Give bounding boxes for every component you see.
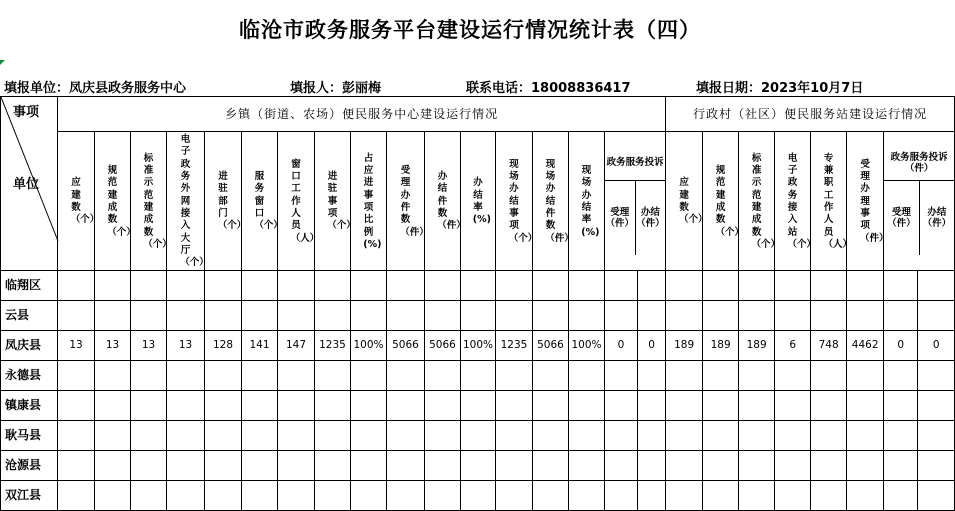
data-cell[interactable] bbox=[739, 270, 775, 300]
data-cell[interactable] bbox=[242, 390, 278, 420]
data-cell[interactable] bbox=[884, 270, 918, 300]
column-header-village: 标准示范建成数（个） bbox=[739, 132, 775, 271]
data-cell[interactable] bbox=[131, 270, 167, 300]
data-cell[interactable]: 13 bbox=[95, 330, 131, 360]
data-cell[interactable] bbox=[278, 300, 315, 330]
data-cell[interactable]: 189 bbox=[739, 330, 775, 360]
report-date: 填报日期：2023年10月7日 bbox=[696, 81, 864, 96]
data-cell[interactable] bbox=[569, 360, 605, 390]
data-cell[interactable] bbox=[131, 300, 167, 330]
data-cell[interactable] bbox=[315, 360, 351, 390]
data-cell[interactable]: 141 bbox=[242, 330, 278, 360]
data-cell[interactable] bbox=[387, 360, 425, 390]
unit-name: 凤庆县 bbox=[1, 330, 58, 360]
data-cell[interactable] bbox=[638, 300, 666, 330]
column-header-town: 现场办结事项（个） bbox=[496, 132, 533, 271]
data-cell[interactable]: 100% bbox=[351, 330, 387, 360]
data-cell[interactable] bbox=[569, 390, 605, 420]
data-cell[interactable]: 128 bbox=[205, 330, 242, 360]
unit-name: 永德县 bbox=[1, 360, 58, 390]
data-cell[interactable] bbox=[666, 360, 703, 390]
data-cell[interactable] bbox=[739, 450, 775, 480]
data-cell[interactable] bbox=[666, 420, 703, 450]
data-cell[interactable] bbox=[884, 450, 918, 480]
data-cell[interactable] bbox=[242, 480, 278, 510]
data-cell[interactable] bbox=[461, 270, 496, 300]
data-cell[interactable]: 1235 bbox=[315, 330, 351, 360]
corner-header-cell bbox=[1, 97, 58, 271]
data-cell[interactable] bbox=[775, 360, 811, 390]
data-cell[interactable] bbox=[315, 270, 351, 300]
data-cell[interactable] bbox=[918, 360, 955, 390]
data-cell[interactable] bbox=[605, 390, 638, 420]
data-cell[interactable] bbox=[278, 360, 315, 390]
unit-name: 云县 bbox=[1, 300, 58, 330]
data-cell[interactable] bbox=[918, 420, 955, 450]
data-cell[interactable] bbox=[131, 480, 167, 510]
data-cell[interactable] bbox=[351, 300, 387, 330]
data-cell[interactable] bbox=[811, 420, 847, 450]
corner-label-units: 单位 bbox=[13, 177, 40, 192]
data-cell[interactable] bbox=[496, 420, 533, 450]
data-cell[interactable] bbox=[461, 480, 496, 510]
data-cell[interactable] bbox=[387, 480, 425, 510]
data-cell[interactable] bbox=[167, 270, 205, 300]
table-row bbox=[1, 270, 955, 300]
data-cell[interactable] bbox=[461, 360, 496, 390]
page-title: 临沧市政务服务平台建设运行情况统计表（四） bbox=[239, 17, 701, 42]
data-cell[interactable] bbox=[425, 420, 461, 450]
data-cell[interactable] bbox=[351, 390, 387, 420]
data-cell[interactable] bbox=[167, 390, 205, 420]
data-cell[interactable]: 748 bbox=[811, 330, 847, 360]
data-cell[interactable] bbox=[496, 480, 533, 510]
data-cell[interactable]: 5066 bbox=[533, 330, 569, 360]
section-header-village: 行政村（社区）便民服务站建设运行情况 bbox=[666, 97, 955, 132]
data-cell[interactable]: 0 bbox=[605, 330, 638, 360]
data-cell[interactable] bbox=[461, 390, 496, 420]
contact-phone: 联系电话：18008836417 bbox=[466, 81, 631, 96]
data-cell[interactable] bbox=[131, 360, 167, 390]
column-header-town: 电子政务外网接入大厅（个） bbox=[167, 132, 205, 271]
data-cell[interactable] bbox=[847, 300, 884, 330]
data-cell[interactable] bbox=[703, 360, 739, 390]
data-cell[interactable] bbox=[533, 450, 569, 480]
data-cell[interactable] bbox=[278, 420, 315, 450]
data-cell[interactable] bbox=[918, 390, 955, 420]
data-cell[interactable] bbox=[95, 450, 131, 480]
data-cell[interactable] bbox=[242, 420, 278, 450]
table-row bbox=[1, 360, 955, 390]
data-cell[interactable] bbox=[315, 480, 351, 510]
data-cell[interactable] bbox=[242, 360, 278, 390]
data-cell[interactable]: 5066 bbox=[387, 330, 425, 360]
town-complaint-header bbox=[605, 132, 666, 271]
village-complaint-header bbox=[884, 132, 955, 271]
data-cell[interactable] bbox=[95, 360, 131, 390]
data-cell[interactable] bbox=[638, 420, 666, 450]
data-cell[interactable] bbox=[847, 450, 884, 480]
data-cell[interactable] bbox=[205, 480, 242, 510]
section-header-town: 乡镇（街道、农场）便民服务中心建设运行情况 bbox=[58, 97, 666, 132]
data-cell[interactable] bbox=[278, 390, 315, 420]
data-cell[interactable] bbox=[638, 360, 666, 390]
data-cell[interactable] bbox=[131, 420, 167, 450]
unit-name: 沧源县 bbox=[1, 450, 58, 480]
data-cell[interactable] bbox=[847, 420, 884, 450]
data-cell[interactable] bbox=[58, 270, 95, 300]
data-cell[interactable]: 0 bbox=[884, 330, 918, 360]
data-cell[interactable] bbox=[167, 480, 205, 510]
data-cell[interactable] bbox=[205, 360, 242, 390]
data-cell[interactable] bbox=[666, 450, 703, 480]
data-cell[interactable] bbox=[739, 390, 775, 420]
data-cell[interactable] bbox=[569, 420, 605, 450]
data-cell[interactable] bbox=[95, 420, 131, 450]
data-cell[interactable] bbox=[638, 270, 666, 300]
data-cell[interactable]: 13 bbox=[167, 330, 205, 360]
data-cell[interactable] bbox=[739, 360, 775, 390]
data-cell[interactable] bbox=[533, 480, 569, 510]
data-cell[interactable] bbox=[58, 480, 95, 510]
data-cell[interactable] bbox=[811, 450, 847, 480]
data-cell[interactable] bbox=[351, 360, 387, 390]
data-cell[interactable]: 0 bbox=[918, 330, 955, 360]
data-cell[interactable] bbox=[884, 480, 918, 510]
data-cell[interactable] bbox=[739, 420, 775, 450]
data-cell[interactable] bbox=[278, 270, 315, 300]
data-cell[interactable] bbox=[605, 360, 638, 390]
data-cell[interactable] bbox=[533, 390, 569, 420]
data-cell[interactable] bbox=[315, 390, 351, 420]
data-cell[interactable] bbox=[605, 270, 638, 300]
column-header-town: 服务窗口（个） bbox=[242, 132, 278, 271]
data-cell[interactable] bbox=[315, 450, 351, 480]
column-header-village: 应建数（个） bbox=[666, 132, 703, 271]
data-cell[interactable] bbox=[351, 420, 387, 450]
corner-label-items: 事项 bbox=[13, 105, 40, 120]
data-cell[interactable] bbox=[739, 480, 775, 510]
data-cell[interactable] bbox=[569, 480, 605, 510]
data-cell[interactable]: 100% bbox=[569, 330, 605, 360]
statistics-table bbox=[0, 96, 955, 511]
data-cell[interactable] bbox=[496, 450, 533, 480]
data-cell[interactable] bbox=[425, 480, 461, 510]
data-cell[interactable] bbox=[775, 300, 811, 330]
complaint-group-header: 政务服务投诉 bbox=[605, 146, 665, 180]
data-cell[interactable] bbox=[847, 270, 884, 300]
data-cell[interactable] bbox=[918, 300, 955, 330]
data-cell[interactable] bbox=[425, 270, 461, 300]
data-cell[interactable] bbox=[242, 300, 278, 330]
data-cell[interactable]: 189 bbox=[666, 330, 703, 360]
data-cell[interactable] bbox=[461, 300, 496, 330]
data-cell[interactable] bbox=[496, 360, 533, 390]
data-cell[interactable] bbox=[425, 390, 461, 420]
unit-name: 临翔区 bbox=[1, 270, 58, 300]
data-cell[interactable]: 4462 bbox=[847, 330, 884, 360]
data-cell[interactable] bbox=[425, 360, 461, 390]
data-cell[interactable] bbox=[703, 390, 739, 420]
column-header-town: 进驻部门（个） bbox=[205, 132, 242, 271]
data-cell[interactable] bbox=[205, 300, 242, 330]
column-header-town: 应建数（个） bbox=[58, 132, 95, 271]
data-cell[interactable] bbox=[205, 270, 242, 300]
data-cell[interactable] bbox=[58, 450, 95, 480]
data-cell[interactable] bbox=[666, 390, 703, 420]
data-cell[interactable] bbox=[205, 450, 242, 480]
reporting-unit: 填报单位：凤庆县政务服务中心 bbox=[4, 81, 187, 96]
data-cell[interactable] bbox=[666, 270, 703, 300]
complaint-accepted-header: 受理（件） bbox=[605, 180, 635, 255]
data-cell[interactable] bbox=[638, 450, 666, 480]
data-cell[interactable] bbox=[461, 450, 496, 480]
data-cell[interactable] bbox=[387, 450, 425, 480]
data-cell[interactable] bbox=[918, 270, 955, 300]
table-row bbox=[1, 300, 955, 330]
data-cell[interactable] bbox=[847, 480, 884, 510]
data-cell[interactable] bbox=[533, 420, 569, 450]
column-header-town: 现场办结率(%) bbox=[569, 132, 605, 271]
data-cell[interactable] bbox=[703, 480, 739, 510]
report-info-bar bbox=[0, 74, 950, 96]
column-header-town: 办结件数（件） bbox=[425, 132, 461, 271]
table-row bbox=[1, 330, 955, 360]
data-cell[interactable] bbox=[496, 270, 533, 300]
column-header-town: 办结率(%) bbox=[461, 132, 496, 271]
data-cell[interactable] bbox=[167, 450, 205, 480]
data-cell[interactable] bbox=[533, 300, 569, 330]
data-cell[interactable] bbox=[58, 360, 95, 390]
data-cell[interactable]: 189 bbox=[703, 330, 739, 360]
column-header-town: 窗口工作人员（人） bbox=[278, 132, 315, 271]
data-cell[interactable] bbox=[205, 390, 242, 420]
column-header-village: 受理办理事项（件） bbox=[847, 132, 884, 271]
data-cell[interactable]: 147 bbox=[278, 330, 315, 360]
data-cell[interactable] bbox=[605, 480, 638, 510]
data-cell[interactable] bbox=[703, 450, 739, 480]
data-cell[interactable] bbox=[496, 390, 533, 420]
column-header-village: 电子政务接入站（个） bbox=[775, 132, 811, 271]
data-cell[interactable] bbox=[58, 420, 95, 450]
table-row bbox=[1, 420, 955, 450]
data-cell[interactable] bbox=[666, 300, 703, 330]
data-cell[interactable] bbox=[95, 480, 131, 510]
cell-marker bbox=[0, 60, 5, 65]
data-cell[interactable]: 13 bbox=[131, 330, 167, 360]
data-cell[interactable] bbox=[884, 420, 918, 450]
data-cell[interactable] bbox=[638, 390, 666, 420]
data-cell[interactable] bbox=[703, 300, 739, 330]
data-cell[interactable] bbox=[278, 480, 315, 510]
unit-name: 耿马县 bbox=[1, 420, 58, 450]
data-cell[interactable] bbox=[811, 300, 847, 330]
data-cell[interactable] bbox=[496, 300, 533, 330]
data-cell[interactable] bbox=[811, 360, 847, 390]
data-cell[interactable] bbox=[387, 420, 425, 450]
column-header-village: 专兼职工作人员（人） bbox=[811, 132, 847, 271]
data-cell[interactable] bbox=[918, 450, 955, 480]
data-cell[interactable] bbox=[167, 300, 205, 330]
data-cell[interactable] bbox=[533, 360, 569, 390]
data-cell[interactable] bbox=[884, 300, 918, 330]
data-cell[interactable] bbox=[242, 450, 278, 480]
data-cell[interactable] bbox=[605, 450, 638, 480]
data-cell[interactable] bbox=[775, 270, 811, 300]
data-cell[interactable] bbox=[387, 300, 425, 330]
column-header-town: 占应进事项比例(%) bbox=[351, 132, 387, 271]
column-header-town: 标准示范建成数（个） bbox=[131, 132, 167, 271]
data-cell[interactable] bbox=[387, 270, 425, 300]
data-cell[interactable] bbox=[95, 390, 131, 420]
data-cell[interactable] bbox=[205, 420, 242, 450]
complaint-accepted-header: 受理（件） bbox=[884, 180, 919, 255]
data-cell[interactable] bbox=[461, 420, 496, 450]
complaint-group-header: 政务服务投诉（件） bbox=[884, 146, 954, 180]
unit-name: 双江县 bbox=[1, 480, 58, 510]
data-cell[interactable] bbox=[847, 360, 884, 390]
data-cell[interactable] bbox=[58, 390, 95, 420]
column-header-town: 受理办件数（件） bbox=[387, 132, 425, 271]
data-cell[interactable] bbox=[315, 420, 351, 450]
data-cell[interactable] bbox=[605, 300, 638, 330]
table-row bbox=[1, 480, 955, 510]
data-cell[interactable] bbox=[167, 420, 205, 450]
column-header-town: 进驻事项（个） bbox=[315, 132, 351, 271]
data-cell[interactable] bbox=[569, 450, 605, 480]
data-cell[interactable] bbox=[884, 360, 918, 390]
data-cell[interactable] bbox=[425, 450, 461, 480]
data-cell[interactable] bbox=[58, 300, 95, 330]
data-cell[interactable] bbox=[533, 270, 569, 300]
data-cell[interactable] bbox=[775, 450, 811, 480]
data-cell[interactable] bbox=[387, 390, 425, 420]
column-header-town: 规范建成数（个） bbox=[95, 132, 131, 271]
data-cell[interactable] bbox=[811, 480, 847, 510]
data-cell[interactable] bbox=[351, 450, 387, 480]
complaint-closed-header: 办结（件） bbox=[636, 206, 665, 230]
data-cell[interactable] bbox=[569, 270, 605, 300]
data-cell[interactable]: 13 bbox=[58, 330, 95, 360]
data-cell[interactable] bbox=[811, 390, 847, 420]
data-cell[interactable] bbox=[666, 480, 703, 510]
data-cell[interactable] bbox=[425, 300, 461, 330]
data-cell[interactable] bbox=[847, 390, 884, 420]
column-header-town: 现场办结件数（件） bbox=[533, 132, 569, 271]
data-cell[interactable] bbox=[242, 270, 278, 300]
data-cell[interactable] bbox=[811, 270, 847, 300]
data-cell[interactable] bbox=[775, 420, 811, 450]
data-cell[interactable] bbox=[167, 360, 205, 390]
data-cell[interactable] bbox=[351, 270, 387, 300]
data-cell[interactable]: 100% bbox=[461, 330, 496, 360]
reporter-name: 填报人：彭丽梅 bbox=[290, 81, 382, 96]
column-header-village: 规范建成数（个） bbox=[703, 132, 739, 271]
data-cell[interactable] bbox=[638, 480, 666, 510]
data-cell[interactable] bbox=[775, 480, 811, 510]
data-cell[interactable]: 1235 bbox=[496, 330, 533, 360]
data-cell[interactable] bbox=[95, 270, 131, 300]
data-cell[interactable] bbox=[569, 300, 605, 330]
complaint-closed-header: 办结（件） bbox=[922, 206, 952, 230]
data-cell[interactable]: 5066 bbox=[425, 330, 461, 360]
data-cell[interactable] bbox=[95, 300, 131, 330]
data-cell[interactable] bbox=[278, 450, 315, 480]
table-row bbox=[1, 390, 955, 420]
data-cell[interactable]: 6 bbox=[775, 330, 811, 360]
data-cell[interactable] bbox=[703, 270, 739, 300]
data-cell[interactable] bbox=[605, 420, 638, 450]
data-cell[interactable] bbox=[739, 300, 775, 330]
data-cell[interactable] bbox=[131, 450, 167, 480]
data-cell[interactable] bbox=[918, 480, 955, 510]
table-row bbox=[1, 450, 955, 480]
data-cell[interactable] bbox=[703, 420, 739, 450]
data-cell[interactable]: 0 bbox=[638, 330, 666, 360]
data-cell[interactable] bbox=[131, 390, 167, 420]
unit-name: 镇康县 bbox=[1, 390, 58, 420]
data-cell[interactable] bbox=[884, 390, 918, 420]
data-cell[interactable] bbox=[315, 300, 351, 330]
data-cell[interactable] bbox=[775, 390, 811, 420]
data-cell[interactable] bbox=[351, 480, 387, 510]
